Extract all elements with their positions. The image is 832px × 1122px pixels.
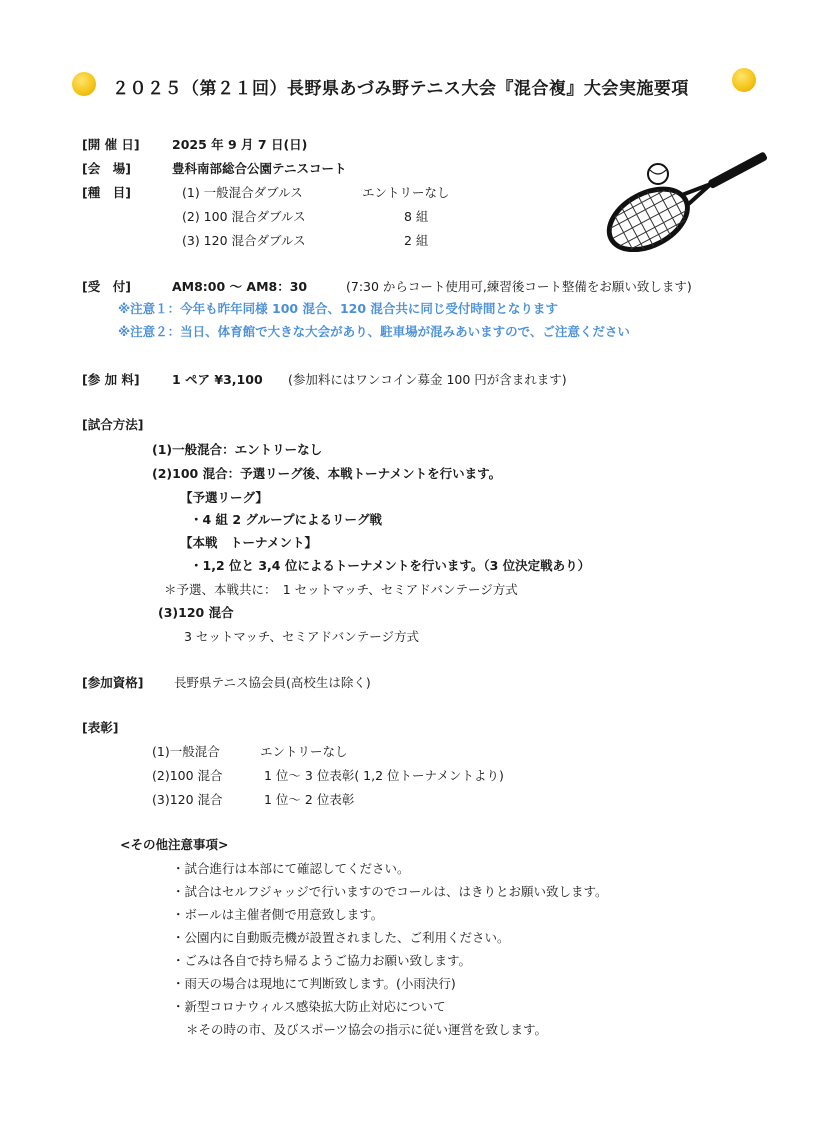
fee-note: (参加料にはワンコイン募金 100 円が含まれます) bbox=[288, 372, 567, 387]
method-line: (3)120 混合 bbox=[158, 605, 234, 620]
page-title: ２０２５（第２１回）長野県あづみ野テニス大会『混合複』大会実施要項 bbox=[112, 79, 689, 99]
award-name: (2)100 混合 bbox=[152, 768, 223, 783]
venue-label: [会 場] bbox=[82, 161, 131, 176]
note-item: ・雨天の場合は現地にて判断致します。(小雨決行) bbox=[172, 976, 456, 991]
note-item: ・試合はセルフジャッジで行いますのでコールは、はきりとお願い致します。 bbox=[172, 884, 608, 899]
date-value: 2025 年 9 月 7 日(日) bbox=[172, 137, 308, 152]
event-count: 2 組 bbox=[404, 233, 429, 248]
tennis-racket-icon bbox=[598, 152, 788, 252]
note-item: ＊その時の市、及びスポーツ協会の指示に従い運営を致します。 bbox=[186, 1022, 548, 1037]
method-line: (2)100 混合：予選リーグ後、本戦トーナメントを行います。 bbox=[152, 466, 502, 481]
events-label: [種 目] bbox=[82, 185, 131, 200]
awards-label: [表彰] bbox=[82, 720, 119, 735]
method-line: 【予選リーグ】 bbox=[180, 490, 268, 505]
reception-note: (7:30 からコート使用可,練習後コート整備をお願い致します) bbox=[346, 279, 692, 294]
award-value: エントリーなし bbox=[260, 744, 348, 759]
event-count: エントリーなし bbox=[362, 185, 450, 200]
venue-value: 豊科南部総合公園テニスコート bbox=[172, 161, 347, 176]
method-line: 【本戦 トーナメント】 bbox=[180, 535, 318, 550]
date-label: [開 催 日] bbox=[82, 137, 140, 152]
reception-time: AM8:00 〜 AM8：30 bbox=[172, 279, 308, 294]
note-item: ・試合進行は本部にて確認してください。 bbox=[172, 861, 410, 876]
method-line: ・1,2 位と 3,4 位によるトーナメントを行います。（3 位決定戦あり） bbox=[190, 558, 591, 573]
event-count: 8 組 bbox=[404, 209, 429, 224]
eligibility-value: 長野県テニス協会員(高校生は除く) bbox=[174, 675, 371, 690]
method-line: (1)一般混合：エントリーなし bbox=[152, 442, 323, 457]
note-item: ・ごみは各自で持ち帰るようご協力お願い致します。 bbox=[172, 953, 472, 968]
fee-value: 1 ペア ¥3,100 bbox=[172, 372, 263, 387]
event-name: (3) 120 混合ダブルス bbox=[182, 233, 306, 248]
award-value: 1 位〜 2 位表彰 bbox=[264, 792, 355, 807]
method-label: [試合方法] bbox=[82, 417, 144, 432]
tennis-ball-icon bbox=[72, 72, 96, 96]
notes-label: <その他注意事項> bbox=[120, 837, 229, 852]
eligibility-label: [参加資格] bbox=[82, 675, 144, 690]
note-item: ・公園内に自動販売機が設置されました、ご利用ください。 bbox=[172, 930, 510, 945]
note-item: ・ボールは主催者側で用意致します。 bbox=[172, 907, 384, 922]
event-name: (2) 100 混合ダブルス bbox=[182, 209, 306, 224]
award-value: 1 位〜 3 位表彰( 1,2 位トーナメントより) bbox=[264, 768, 504, 783]
reception-label: [受 付] bbox=[82, 279, 131, 294]
note-item: ・新型コロナウィルス感染拡大防止対応について bbox=[172, 999, 446, 1014]
reception-notice-2: ※注意２：当日、体育館で大きな大会があり、駐車場が混みあいますので、ご注意ください bbox=[118, 324, 630, 339]
reception-notice-1: ※注意１：今年も昨年同様 100 混合、120 混合共に同じ受付時間となります bbox=[118, 301, 558, 316]
award-name: (1)一般混合 bbox=[152, 744, 220, 759]
method-line: 3 セットマッチ、セミアドバンテージ方式 bbox=[184, 629, 420, 644]
fee-label: [参 加 料] bbox=[82, 372, 140, 387]
event-name: (1) 一般混合ダブルス bbox=[182, 185, 303, 200]
method-line: ・4 組 2 グループによるリーグ戦 bbox=[190, 512, 382, 527]
method-line: ＊予選、本戦共に： 1 セットマッチ、セミアドバンテージ方式 bbox=[164, 582, 518, 597]
tennis-ball-icon bbox=[732, 68, 756, 92]
award-name: (3)120 混合 bbox=[152, 792, 223, 807]
